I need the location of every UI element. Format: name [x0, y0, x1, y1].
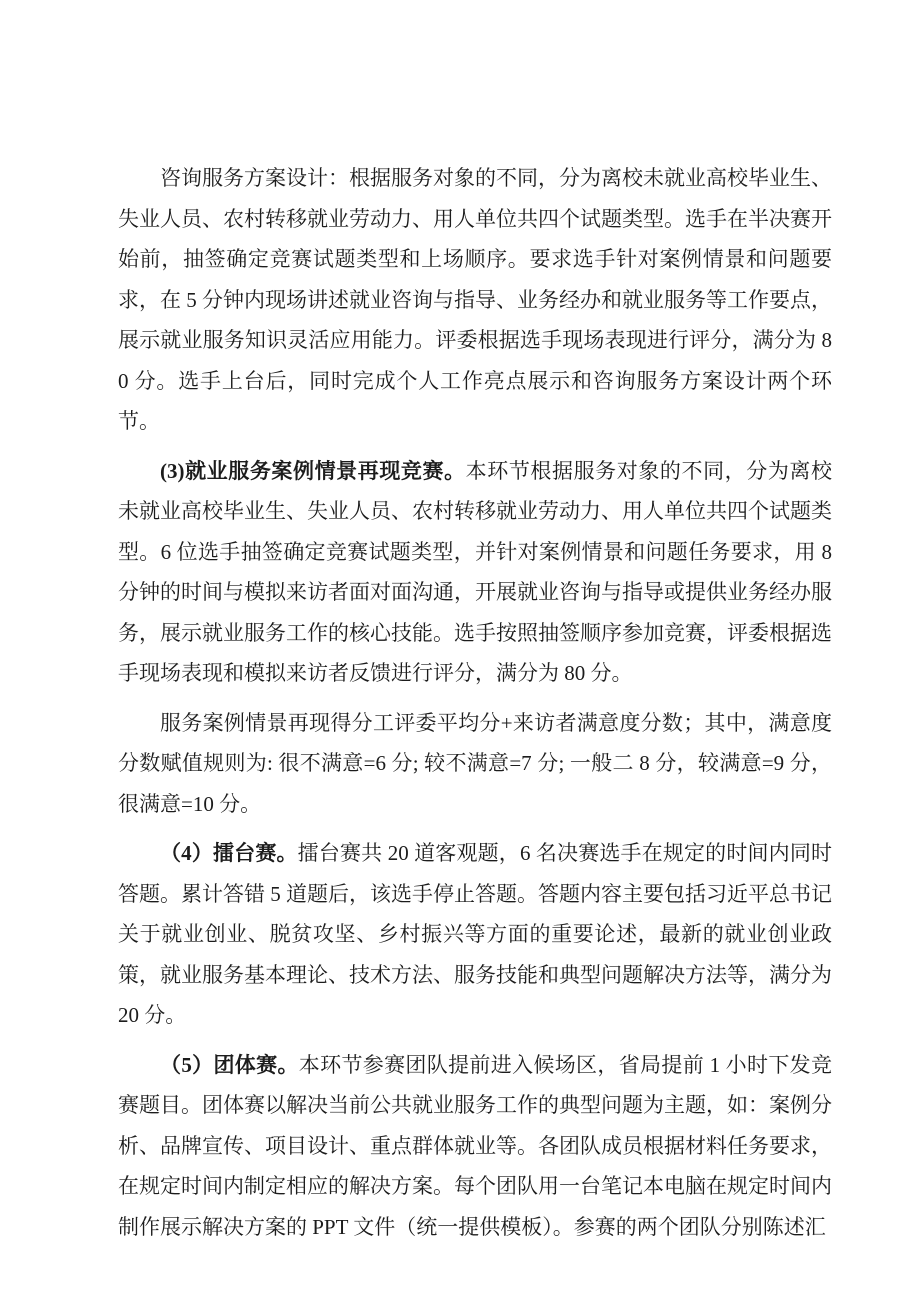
paragraph-3-case-scenario-contest-body: 本环节根据服务对象的不同，分为离校未就业高校毕业生、失业人员、农村转移就业劳动力、用人单位共四个试题类型。6 位选手抽签确定竞赛试题类型，并针对案例情景和问题任务要求，用 8 分钟的时间与模拟来访者面对面沟通，开展就业咨询与指导或提供业务经办服务，展示就业服务工作的核心技能。选手按照抽签顺序参加竞赛，评委根据选手现场表现和模拟来访者反馈进行评分，满分为 80 分。: [118, 458, 832, 685]
paragraph-4-arena-contest: [118, 833, 832, 1036]
paragraph-4-arena-contest-lead: （4）擂台赛。: [160, 841, 298, 865]
paragraph-3-case-scenario-contest-lead: (3)就业服务案例情景再现竞赛。: [160, 458, 466, 483]
paragraph-5-team-contest-body: 本环节参赛团队提前进入候场区，省局提前 1 小时下发竞赛题目。团体赛以解决当前公共就业服务工作的典型问题为主题，如：案例分析、品牌宣传、项目设计、重点群体就业等。各团队成员根据材料任务要求，在规定时间内制定相应的解决方案。每个团队用一台笔记本电脑在规定时间内制作展示解决方案的 PPT 文件（统一提供模板）。参赛的两个团队分别陈述汇: [118, 1052, 832, 1239]
paragraph-consulting-service-plan: [118, 158, 832, 442]
paragraph-5-team-contest-lead: （5）团体赛。: [160, 1052, 299, 1077]
document-body-text: [118, 158, 832, 1247]
paragraph-scoring-rules: [118, 703, 832, 825]
paragraph-5-team-contest: [118, 1045, 832, 1248]
paragraph-consulting-service-plan-body: 咨询服务方案设计：根据服务对象的不同，分为离校未就业高校毕业生、失业人员、农村转移就业劳动力、用人单位共四个试题类型。选手在半决赛开始前，抽签确定竞赛试题类型和上场顺序。要求选手针对案例情景和问题要求，在 5 分钟内现场讲述就业咨询与指导、业务经办和就业服务等工作要点，展示就业服务知识灵活应用能力。评委根据选手现场表现进行评分，满分为 80 分。选手上台后，同时完成个人工作亮点展示和咨询服务方案设计两个环节。: [118, 166, 832, 433]
paragraph-4-arena-contest-body: 擂台赛共 20 道客观题，6 名决赛选手在规定的时间内同时答题。累计答错 5 道题后，该选手停止答题。答题内容主要包括习近平总书记关于就业创业、脱贫攻坚、乡村振兴等方面的重要论述，最新的就业创业政策，就业服务基本理论、技术方法、服务技能和典型问题解决方法等，满分为 20 分。: [118, 841, 833, 1027]
paragraph-3-case-scenario-contest: [118, 451, 832, 694]
paragraph-scoring-rules-body: 服务案例情景再现得分工评委平均分+来访者满意度分数；其中，满意度分数赋值规则为: 很不满意=6 分; 较不满意=7 分; 一般二 8 分，较满意=9 分，很满意=10 分。: [118, 710, 832, 816]
